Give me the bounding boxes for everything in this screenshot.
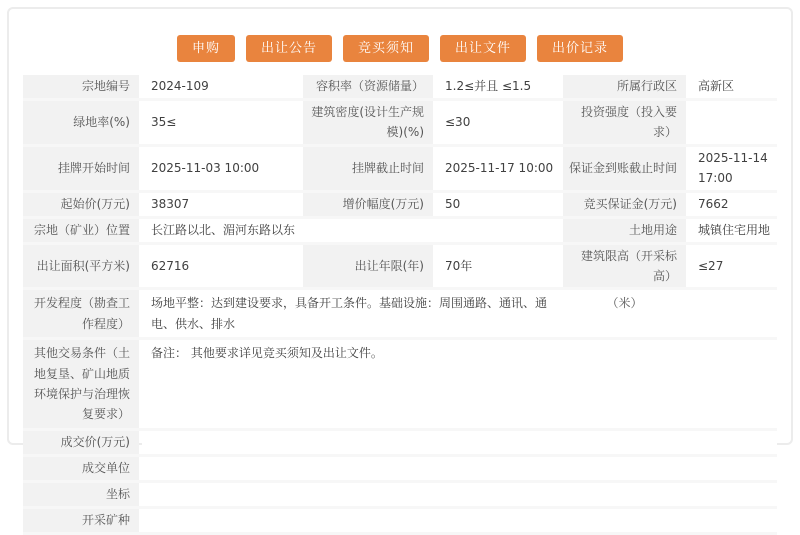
value-height-limit-extra	[689, 290, 777, 337]
label-green-ratio: 绿地率(%)	[23, 101, 139, 144]
value-deal-price	[142, 431, 777, 454]
value-development-degree: 场地平整：达到建设要求，具备开工条件。基础设施：周围通路、通讯、通电、供水、排水	[142, 290, 560, 337]
value-parcel-number: 2024-109	[142, 75, 300, 98]
value-mining-type	[142, 509, 777, 532]
value-transfer-term: 70年	[436, 245, 560, 288]
value-listing-start-time: 2025-11-03 10:00	[142, 147, 300, 190]
action-toolbar	[23, 35, 777, 62]
table-row	[23, 290, 777, 340]
table-row	[23, 431, 777, 457]
value-admin-district: 高新区	[689, 75, 777, 98]
label-coordinates: 坐标	[23, 483, 139, 506]
bidding-notice-button[interactable]: 竞买须知	[343, 35, 429, 62]
table-row	[23, 340, 777, 431]
label-deal-winner: 成交单位	[23, 457, 139, 480]
label-starting-price: 起始价(万元)	[23, 193, 139, 216]
transfer-announcement-button[interactable]: 出让公告	[246, 35, 332, 62]
label-height-limit: 建筑限高（开采标高）	[563, 245, 686, 288]
value-other-conditions-remark: 备注： 其他要求详见竞买须知及出让文件。	[142, 340, 777, 428]
label-other-conditions: 其他交易条件（土地复垦、矿山地质环境保护与治理恢复要求）	[23, 340, 139, 428]
label-transfer-area: 出让面积(平方米)	[23, 245, 139, 288]
value-building-density: ≤30	[436, 101, 560, 144]
value-coordinates	[142, 483, 777, 506]
transfer-documents-button[interactable]: 出让文件	[440, 35, 526, 62]
value-listing-end-time: 2025-11-17 10:00	[436, 147, 560, 190]
value-plot-ratio: 1.2≤并且 ≤1.5	[436, 75, 560, 98]
value-parcel-location: 长江路以北、湄河东路以东	[142, 219, 560, 242]
label-parcel-location: 宗地（矿业）位置	[23, 219, 139, 242]
label-listing-end-time: 挂牌截止时间	[303, 147, 433, 190]
table-row	[23, 483, 777, 509]
label-plot-ratio: 容积率（资源储量）	[303, 75, 433, 98]
value-deposit-deadline: 2025-11-14 17:00	[689, 147, 777, 190]
label-investment-intensity: 投资强度（投入要求）	[563, 101, 686, 144]
table-row	[23, 193, 777, 219]
value-transfer-area: 62716	[142, 245, 300, 288]
table-row	[23, 457, 777, 483]
label-bid-deposit: 竞买保证金(万元)	[563, 193, 686, 216]
value-land-use: 城镇住宅用地	[689, 219, 777, 242]
label-admin-district: 所属行政区	[563, 75, 686, 98]
table-row	[23, 245, 777, 291]
label-transfer-term: 出让年限(年)	[303, 245, 433, 288]
bid-records-button[interactable]: 出价记录	[537, 35, 623, 62]
table-row	[23, 101, 777, 147]
table-row	[23, 219, 777, 245]
label-land-use: 土地用途	[563, 219, 686, 242]
land-info-table	[23, 75, 777, 535]
apply-purchase-button[interactable]: 申购	[177, 35, 235, 62]
table-row	[23, 75, 777, 101]
label-bid-increment: 增价幅度(万元)	[303, 193, 433, 216]
table-row	[23, 147, 777, 193]
label-mining-type: 开采矿种	[23, 509, 139, 532]
label-deposit-deadline: 保证金到账截止时间	[563, 147, 686, 190]
label-building-density: 建筑密度(设计生产规模)(%)	[303, 101, 433, 144]
value-height-limit: ≤27	[689, 245, 777, 288]
value-starting-price: 38307	[142, 193, 300, 216]
value-green-ratio: 35≤	[142, 101, 300, 144]
value-deal-winner	[142, 457, 777, 480]
label-parcel-number: 宗地编号	[23, 75, 139, 98]
height-limit-unit: （米）	[563, 290, 686, 337]
label-development-degree: 开发程度（勘查工作程度）	[23, 290, 139, 337]
label-deal-price: 成交价(万元)	[23, 431, 139, 454]
table-row	[23, 509, 777, 535]
label-listing-start-time: 挂牌开始时间	[23, 147, 139, 190]
value-bid-increment: 50	[436, 193, 560, 216]
value-investment-intensity	[689, 101, 777, 144]
value-bid-deposit: 7662	[689, 193, 777, 216]
land-detail-card	[7, 7, 793, 527]
